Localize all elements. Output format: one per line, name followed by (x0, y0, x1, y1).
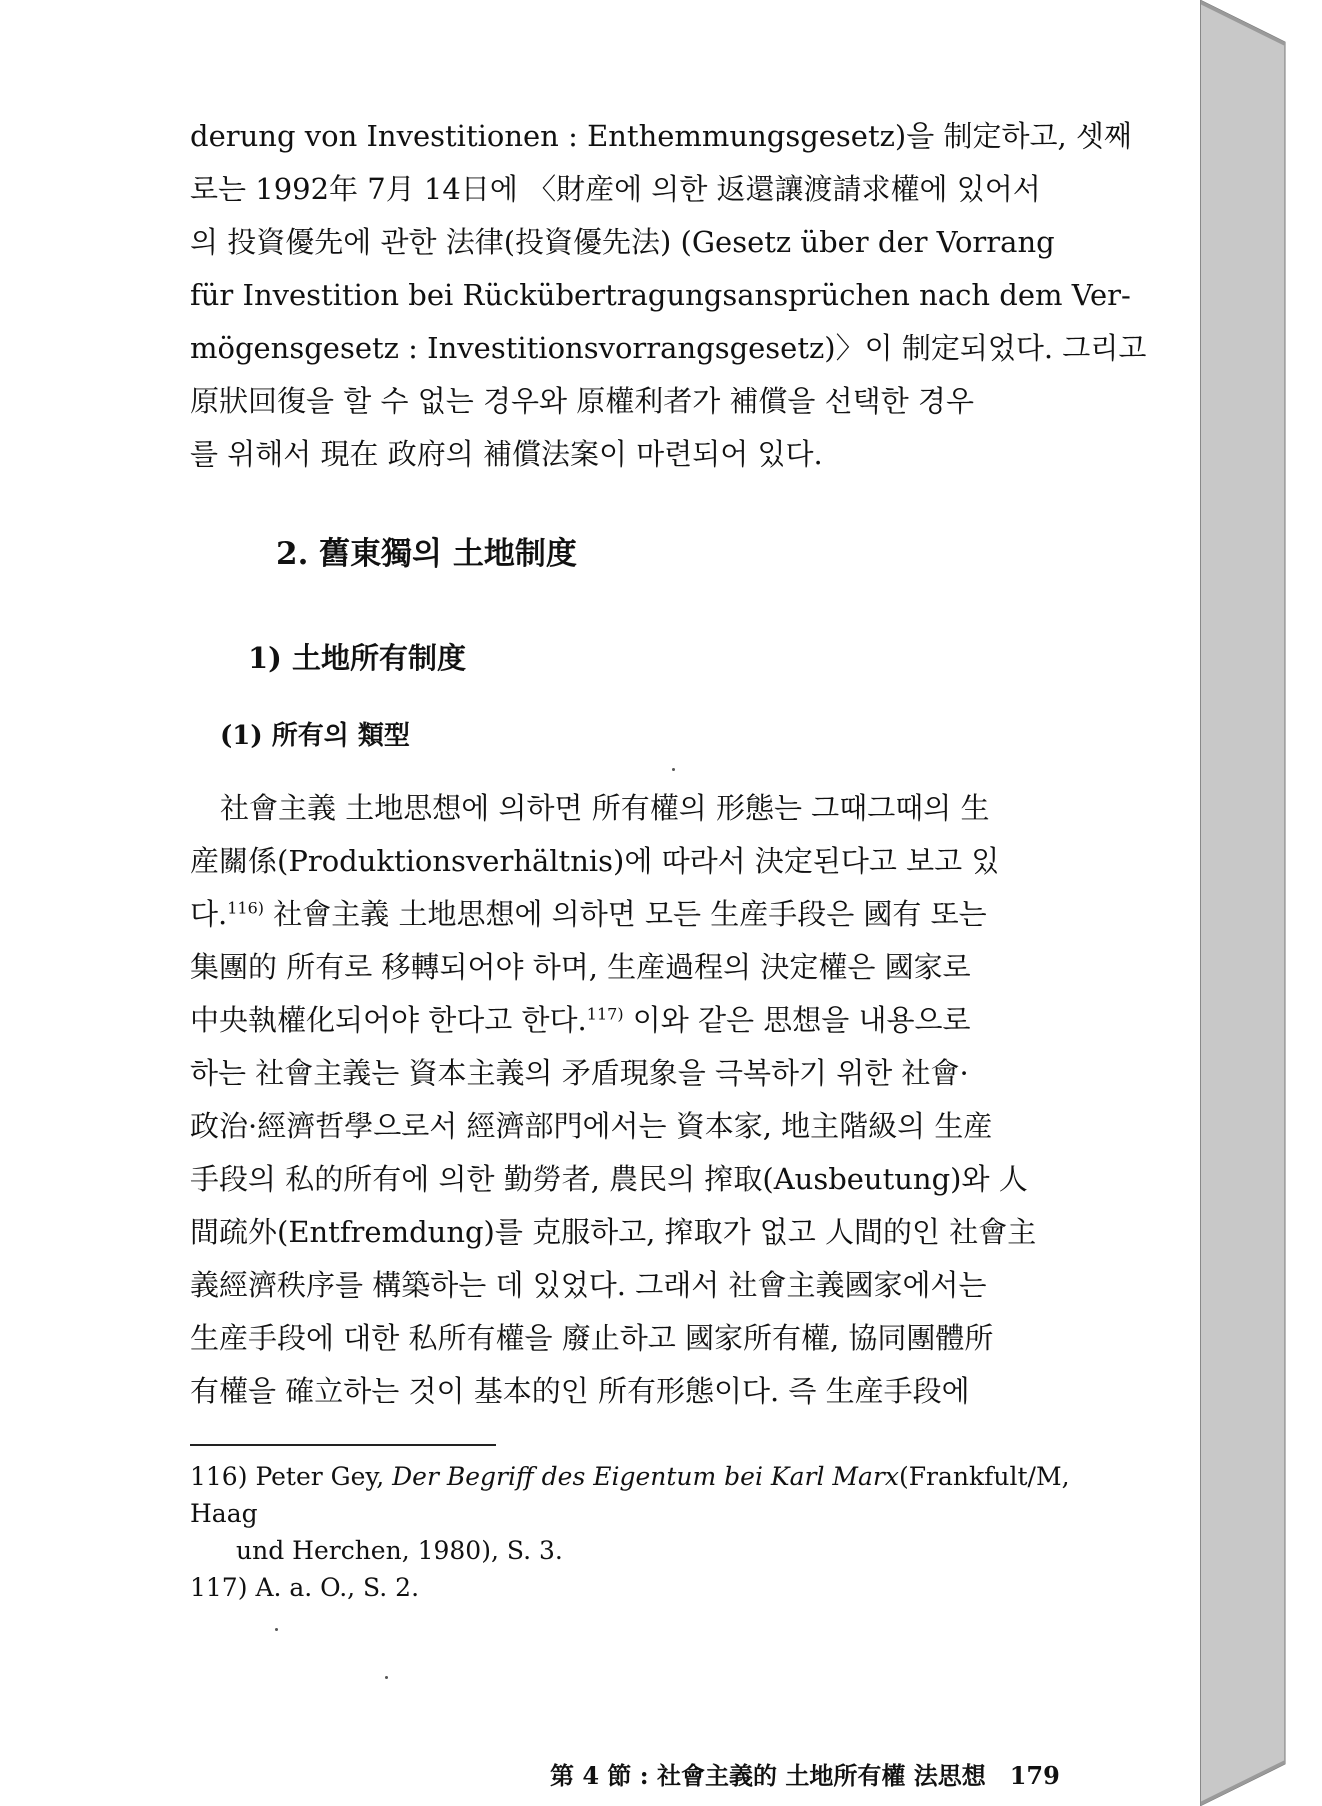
paragraph-line: 를 위해서 現在 政府의 補償法案이 마련되어 있다. (190, 437, 823, 471)
footnote-text: A. a. O., S. 2. (255, 1573, 420, 1602)
paragraph-ownership (190, 782, 1050, 1418)
text-run: 다. (190, 897, 228, 931)
paragraph-line: 生産手段에 대한 私所有權을 廢止하고 國家所有權, 協同團體所 (190, 1321, 994, 1355)
footnote-publisher: (Frankfult/M, Haag (190, 1462, 1070, 1528)
text-run: 이와 같은 思想을 내용으로 (623, 1003, 971, 1037)
paragraph-line (190, 888, 1050, 941)
footnote-author: Peter Gey, (255, 1462, 393, 1491)
paragraph-intro (190, 110, 1147, 481)
subsubsection-title: (1) 所有의 類型 (220, 721, 410, 751)
section-title: 2. 舊東獨의 土地制度 (276, 536, 577, 572)
footnote-book-title: Der Begriff des Eigentum bei Karl Marx (392, 1462, 899, 1491)
footnote-continuation: und Herchen, 1980), S. 3. (236, 1536, 563, 1565)
footnote-number: 117) (190, 1573, 248, 1602)
footnote-ref-117[interactable]: 117) (586, 1004, 624, 1024)
paragraph-line: 原狀回復을 할 수 없는 경우와 原權利者가 補償을 선택한 경우 (190, 384, 974, 418)
scan-speck (275, 1628, 278, 1631)
paragraph-line: 의 投資優先에 관한 法律(投資優先法) (Gesetz über der Vorrang (190, 225, 1055, 259)
footnote-116 (190, 1458, 1070, 1569)
footnote-ref-116[interactable]: 116) (227, 898, 265, 918)
page-footer (550, 1756, 1060, 1791)
paragraph-line: 政治·經濟哲學으로서 經濟部門에서는 資本家, 地主階級의 生産 (190, 1109, 993, 1143)
paragraph-line: 社會主義 土地思想에 의하면 所有權의 形態는 그때그때의 生 (220, 791, 990, 825)
paragraph-line: 하는 社會主義는 資本主義의 矛盾現象을 극복하기 위한 社會· (190, 1056, 969, 1090)
scan-speck (385, 1676, 388, 1679)
page-number: 179 (1009, 1761, 1060, 1790)
paragraph-line: 有權을 確立하는 것이 基本的인 所有形態이다. 즉 生産手段에 (190, 1374, 970, 1408)
scan-speck (672, 768, 675, 771)
paragraph-line: 手段의 私的所有에 의한 勤勞者, 農民의 搾取(Ausbeutung)와 人 (190, 1162, 1028, 1196)
footnote-divider (190, 1444, 496, 1446)
footnote-117 (190, 1569, 1070, 1606)
paragraph-line: für Investition bei Rückübertragungsansprüchen nach dem Ver- (190, 278, 1131, 312)
paragraph-line (190, 994, 1050, 1047)
paragraph-line: 間疏外(Entfremdung)를 克服하고, 搾取가 없고 人間的인 社會主 (190, 1215, 1037, 1249)
running-head: 第 4 節 : 社會主義的 土地所有權 法思想 (550, 1761, 986, 1790)
paragraph-line: 義經濟秩序를 構築하는 데 있었다. 그래서 社會主義國家에서는 (190, 1268, 987, 1302)
paragraph-line: derung von Investitionen : Enthemmungsgesetz)을 制定하고, 셋째 (190, 119, 1132, 153)
subsection-title: 1) 土地所有制度 (248, 641, 466, 675)
paragraph-line: mögensgesetz : Investitionsvorrangsgesetz)〉이 制定되었다. 그리고 (190, 331, 1147, 365)
footnotes (190, 1458, 1070, 1606)
paragraph-line: 産關係(Produktionsverhältnis)에 따라서 決定된다고 보고 있 (190, 844, 1000, 878)
text-run: 中央執權化되어야 한다고 한다. (190, 1003, 587, 1037)
paragraph-line: 集團的 所有로 移轉되어야 하며, 生産過程의 決定權은 國家로 (190, 950, 971, 984)
footnote-number: 116) (190, 1462, 248, 1491)
text-run: 社會主義 土地思想에 의하면 모든 生産手段은 國有 또는 (264, 897, 987, 931)
paragraph-line: 로는 1992年 7月 14日에 〈財産에 의한 返還讓渡請求權에 있어서 (190, 172, 1041, 206)
